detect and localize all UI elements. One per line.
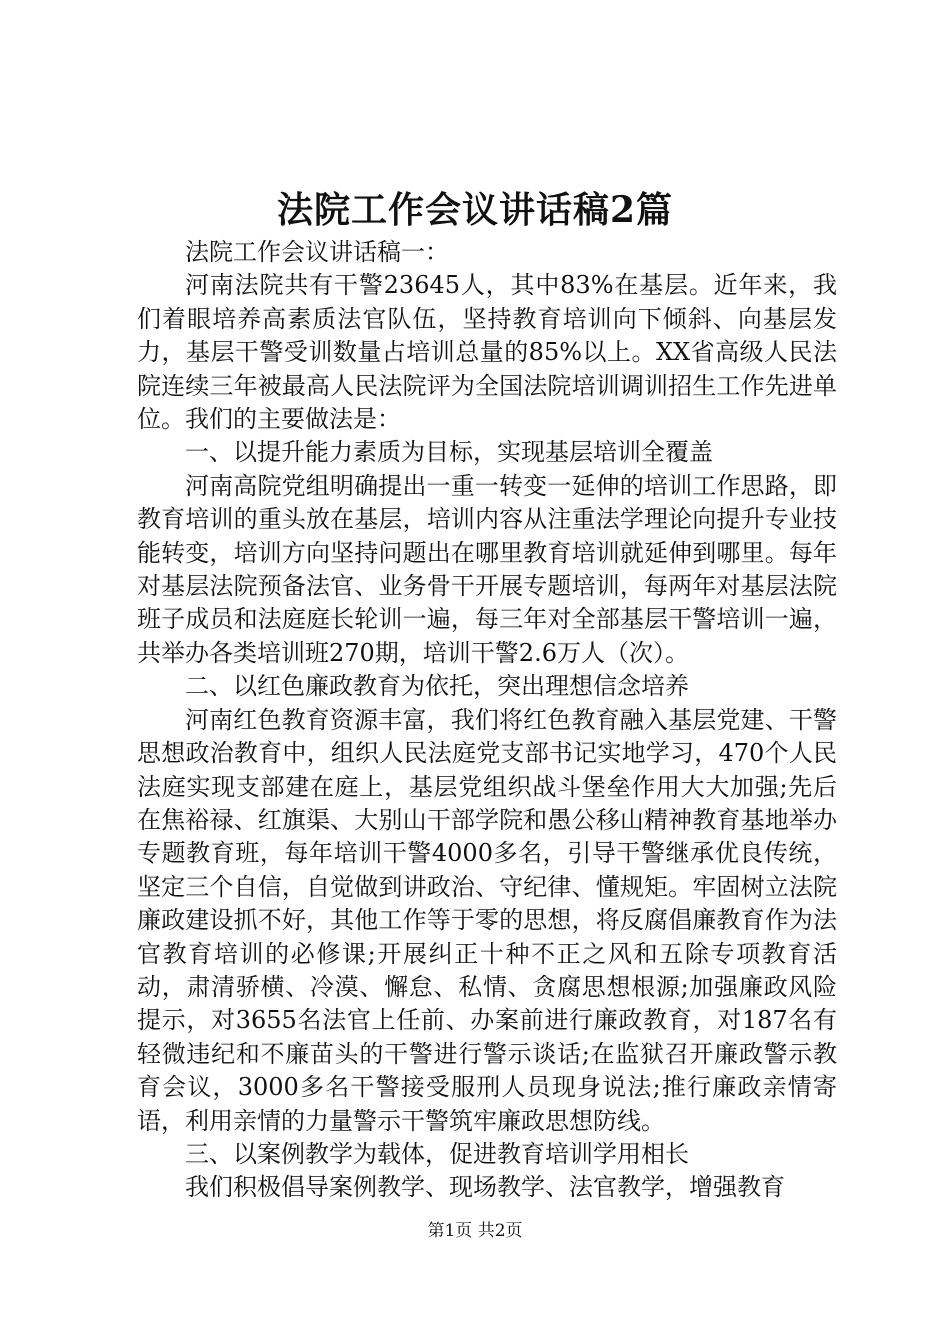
- paragraph-section-2: 河南红色教育资源丰富，我们将红色教育融入基层党建、干警思想政治教育中，组织人民法庭党支部书记实地学习，470个人民法庭实现支部建在庭上，基层党组织战斗堡垒作用大大加强;先后在焦裕禄、红旗渠、大别山干部学院和愚公移山精神教育基地举办专题教育班，每年培训干警4000多名，引导干警继承优良传统，坚定三个自信，自觉做到讲政治、守纪律、懂规矩。牢固树立法院廉政建设抓不好，其他工作等于零的思想，将反腐倡廉教育作为法官教育培训的必修课;开展纠正十种不正之风和五除专项教育活动，肃清骄横、冷漠、懈怠、私情、贪腐思想根源;加强廉政风险提示，对3655名法官上任前、办案前进行廉政教育，对187名有轻微违纪和不廉苗头的干警进行警示谈话;在监狱召开廉政警示教育会议，3000多名干警接受服刑人员现身说法;推行廉政亲情寄语，利用亲情的力量警示干警筑牢廉政思想防线。: [137, 705, 837, 1135]
- section-heading-3: 三、以案例教学为载体，促进教育培训学用相长: [185, 1139, 689, 1168]
- paragraph-overview: 河南法院共有干警23645人，其中83%在基层。近年来，我们着眼培养高素质法官队伍，坚持教育培训向下倾斜、向基层发力，基层干警受训数量占培训总量的85%以上。XX省高级人民法院连续三年被最高人民法院评为全国法院培训调训招生工作先进单位。我们的主要做法是：: [137, 271, 837, 434]
- document-title: 法院工作会议讲话稿2篇: [276, 189, 674, 231]
- document-body: [137, 236, 837, 1205]
- paragraph-section-1: 河南高院党组明确提出一重一转变一延伸的培训工作思路，即教育培训的重头放在基层，培训内容从注重法学理论向提升专业技能转变，培训方向坚持问题出在哪里教育培训就延伸到哪里。每年对基层法院预备法官、业务骨干开展专题培训，每两年对基层法院班子成员和法庭庭长轮训一遍，每三年对全部基层干警培训一遍，共举办各类培训班270期，培训干警2.6万人（次）。: [137, 471, 837, 667]
- page-footer: 第1页 共2页: [427, 1221, 523, 1241]
- paragraph-section-3: 我们积极倡导案例教学、现场教学、法官教学，增强教育: [185, 1173, 785, 1202]
- paragraph-intro-heading: 法院工作会议讲话稿一：: [185, 238, 449, 266]
- section-heading-1: 一、以提升能力素质为目标，实现基层培训全覆盖: [185, 438, 713, 467]
- section-heading-2: 二、以红色廉政教育为依托，突出理想信念培养: [185, 672, 689, 701]
